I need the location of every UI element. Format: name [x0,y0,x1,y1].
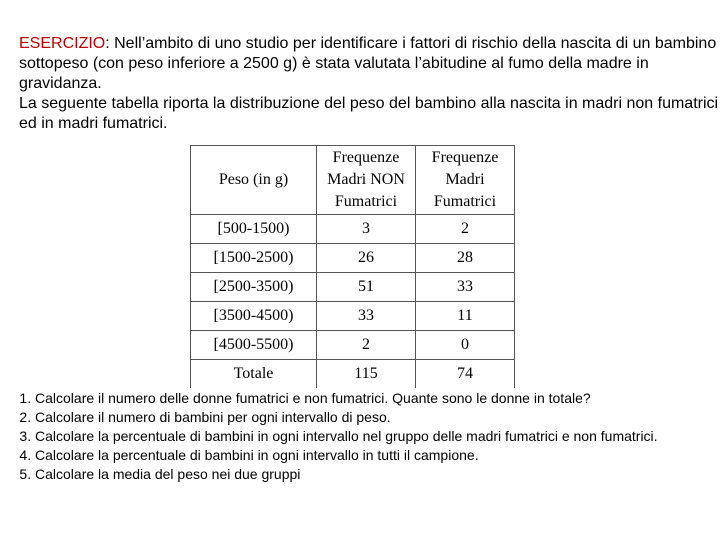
exercise-intro-text: : Nell’ambito di uno studio per identificare i fattori di rischio della nascita di un bambino sottopeso (con peso inferiore a 2500 g) è stata valutata l’abitudine al fumo della madre in gravidanza. [19,35,717,92]
question-list [0,389,715,484]
table-total-row [191,360,515,389]
table-row [191,331,515,360]
exercise-text [19,34,719,134]
cell-smokers: 11 [416,302,515,331]
cell-non-smokers: 26 [317,244,416,273]
question-item: 4. Calcolare la percentuale di bambini in ogni intervallo in tutti il campione. [35,446,715,465]
header-weight: Peso (in g) [191,146,317,215]
cell-interval: [3500-4500) [191,302,317,331]
table-row [191,302,515,331]
weight-distribution-table [190,145,515,388]
cell-non-smokers: 33 [317,302,416,331]
cell-non-smokers: 51 [317,273,416,302]
cell-non-smokers: 3 [317,215,416,244]
header-non-smokers: Frequenze Madri NON Fumatrici [317,146,416,215]
cell-smokers: 28 [416,244,515,273]
table-header-row [191,146,515,215]
cell-smokers: 0 [416,331,515,360]
cell-interval: [1500-2500) [191,244,317,273]
exercise-keyword: ESERCIZIO [19,35,106,52]
cell-interval: [2500-3500) [191,273,317,302]
cell-smokers: 33 [416,273,515,302]
cell-total-smokers: 74 [416,360,515,389]
table-row [191,215,515,244]
question-item: 5. Calcolare la media del peso nei due gruppi [35,465,715,484]
exercise-paragraph-1 [19,34,719,94]
exercise-paragraph-2: La seguente tabella riporta la distribuzione del peso del bambino alla nascita in madri non fumatrici ed in madri fumatrici. [19,95,719,132]
cell-total-non-smokers: 115 [317,360,416,389]
cell-total-label: Totale [191,360,317,389]
question-item: 1. Calcolare il numero delle donne fumatrici e non fumatrici. Quante sono le donne in totale? [35,389,715,408]
cell-interval: [4500-5500) [191,331,317,360]
table-row [191,273,515,302]
cell-non-smokers: 2 [317,331,416,360]
cell-interval: [500-1500) [191,215,317,244]
question-item: 3. Calcolare la percentuale di bambini in ogni intervallo nel gruppo delle madri fumatrici e non fumatrici. [35,427,715,446]
cell-smokers: 2 [416,215,515,244]
question-item: 2. Calcolare il numero di bambini per ogni intervallo di peso. [35,408,715,427]
header-smokers: Frequenze Madri Fumatrici [416,146,515,215]
table-row [191,244,515,273]
